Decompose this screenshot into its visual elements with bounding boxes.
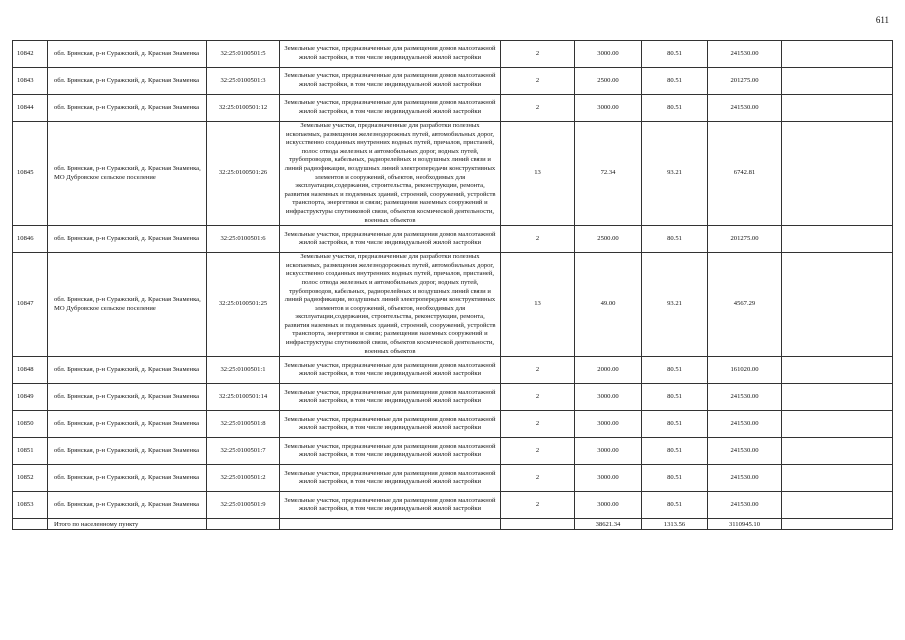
group-cell: 2 <box>501 492 575 519</box>
cadastral-number-cell: 32:25:0100501:9 <box>207 492 280 519</box>
group-cell: 2 <box>501 357 575 384</box>
land-use-cell: Земельные участки, предназначенные для размещения домов малоэтажной жилой застройки, в том числе индивидуальной жилой застройки <box>280 95 501 122</box>
page-number: 611 <box>875 15 889 25</box>
empty-cell <box>782 253 893 357</box>
group-cell: 2 <box>501 226 575 253</box>
row-number: 10842 <box>13 41 48 68</box>
land-use-cell: Земельные участки, предназначенные для размещения домов малоэтажной жилой застройки, в том числе индивидуальной жилой застройки <box>280 438 501 465</box>
row-number: 10843 <box>13 68 48 95</box>
value-cell: 241530.00 <box>708 465 782 492</box>
cadastral-number-cell: 32:25:0100501:5 <box>207 41 280 68</box>
row-number: 10853 <box>13 492 48 519</box>
group-cell: 2 <box>501 438 575 465</box>
land-use-cell: Земельные участки, предназначенные для размещения домов малоэтажной жилой застройки, в том числе индивидуальной жилой застройки <box>280 465 501 492</box>
empty-cell <box>13 519 48 530</box>
group-cell: 2 <box>501 41 575 68</box>
group-cell: 2 <box>501 465 575 492</box>
table-row <box>13 411 893 438</box>
total-rate: 1313.56 <box>642 519 708 530</box>
cadastral-number-cell: 32:25:0100501:6 <box>207 226 280 253</box>
row-number: 10848 <box>13 357 48 384</box>
table-row <box>13 492 893 519</box>
cadastral-number-cell: 32:25:0100501:25 <box>207 253 280 357</box>
cadastral-number-cell: 32:25:0100501:3 <box>207 68 280 95</box>
address-cell: обл. Брянская, р-н Суражский, д. Красная Знаменка <box>48 226 207 253</box>
empty-cell <box>782 122 893 226</box>
empty-cell <box>782 519 893 530</box>
cadastral-number-cell: 32:25:0100501:8 <box>207 411 280 438</box>
table-row <box>13 438 893 465</box>
group-cell: 2 <box>501 411 575 438</box>
area-cell: 49.00 <box>575 253 642 357</box>
row-number: 10849 <box>13 384 48 411</box>
value-cell: 241530.00 <box>708 384 782 411</box>
cadastral-table <box>12 40 893 530</box>
address-cell: обл. Брянская, р-н Суражский, д. Красная Знаменка <box>48 411 207 438</box>
total-value: 3110945.10 <box>708 519 782 530</box>
value-cell: 6742.81 <box>708 122 782 226</box>
rate-cell: 80.51 <box>642 438 708 465</box>
table-row <box>13 41 893 68</box>
cadastral-number-cell: 32:25:0100501:1 <box>207 357 280 384</box>
row-number: 10844 <box>13 95 48 122</box>
value-cell: 201275.00 <box>708 68 782 95</box>
empty-cell <box>207 519 280 530</box>
land-use-cell: Земельные участки, предназначенные для размещения домов малоэтажной жилой застройки, в том числе индивидуальной жилой застройки <box>280 41 501 68</box>
area-cell: 2000.00 <box>575 357 642 384</box>
group-cell: 13 <box>501 253 575 357</box>
table-row <box>13 357 893 384</box>
value-cell: 4567.29 <box>708 253 782 357</box>
value-cell: 241530.00 <box>708 492 782 519</box>
address-cell: обл. Брянская, р-н Суражский, д. Красная Знаменка <box>48 492 207 519</box>
value-cell: 241530.00 <box>708 41 782 68</box>
area-cell: 3000.00 <box>575 465 642 492</box>
address-cell: обл. Брянская, р-н Суражский, д. Красная Знаменка <box>48 95 207 122</box>
area-cell: 3000.00 <box>575 411 642 438</box>
rate-cell: 80.51 <box>642 465 708 492</box>
land-use-cell: Земельные участки, предназначенные для размещения домов малоэтажной жилой застройки, в том числе индивидуальной жилой застройки <box>280 411 501 438</box>
table-row <box>13 384 893 411</box>
empty-cell <box>782 492 893 519</box>
table-row <box>13 68 893 95</box>
address-cell: обл. Брянская, р-н Суражский, д. Красная Знаменка <box>48 41 207 68</box>
cadastral-number-cell: 32:25:0100501:26 <box>207 122 280 226</box>
rate-cell: 93.21 <box>642 253 708 357</box>
total-row <box>13 519 893 530</box>
land-use-cell: Земельные участки, предназначенные для размещения домов малоэтажной жилой застройки, в том числе индивидуальной жилой застройки <box>280 492 501 519</box>
area-cell: 3000.00 <box>575 492 642 519</box>
area-cell: 3000.00 <box>575 438 642 465</box>
value-cell: 241530.00 <box>708 411 782 438</box>
cadastral-number-cell: 32:25:0100501:7 <box>207 438 280 465</box>
group-cell: 2 <box>501 384 575 411</box>
rate-cell: 80.51 <box>642 411 708 438</box>
area-cell: 3000.00 <box>575 384 642 411</box>
empty-cell <box>782 357 893 384</box>
group-cell: 2 <box>501 68 575 95</box>
group-cell: 2 <box>501 95 575 122</box>
value-cell: 201275.00 <box>708 226 782 253</box>
address-cell: обл. Брянская, р-н Суражский, д. Красная Знаменка, МО Дубровское сельское поселение <box>48 253 207 357</box>
group-cell: 13 <box>501 122 575 226</box>
empty-cell <box>782 95 893 122</box>
rate-cell: 80.51 <box>642 357 708 384</box>
rate-cell: 93.21 <box>642 122 708 226</box>
table-row <box>13 226 893 253</box>
land-use-cell: Земельные участки, предназначенные для размещения домов малоэтажной жилой застройки, в том числе индивидуальной жилой застройки <box>280 357 501 384</box>
cadastral-number-cell: 32:25:0100501:2 <box>207 465 280 492</box>
table-body <box>13 41 893 530</box>
row-number: 10847 <box>13 253 48 357</box>
row-number: 10846 <box>13 226 48 253</box>
empty-cell <box>782 68 893 95</box>
empty-cell <box>782 384 893 411</box>
table-row <box>13 253 893 357</box>
row-number: 10852 <box>13 465 48 492</box>
total-area: 38621.34 <box>575 519 642 530</box>
rate-cell: 80.51 <box>642 226 708 253</box>
empty-cell <box>782 438 893 465</box>
empty-cell <box>782 411 893 438</box>
empty-cell <box>782 41 893 68</box>
land-use-cell: Земельные участки, предназначенные для размещения домов малоэтажной жилой застройки, в том числе индивидуальной жилой застройки <box>280 384 501 411</box>
rate-cell: 80.51 <box>642 68 708 95</box>
table-row <box>13 95 893 122</box>
value-cell: 161020.00 <box>708 357 782 384</box>
area-cell: 2500.00 <box>575 68 642 95</box>
land-use-cell: Земельные участки, предназначенные для разработки полезных ископаемых, размещения железнодорожных путей, автомобильных дорог, искусственно созданных внутренних водных путей, причалов, пристаней, полос отвода железных и автомобильных дорог, водных путей, трубопроводов, кабельных, радиорелейных и воздушных линий связи и линий радиофикации, воздушных линий электропередачи конструктивных элементов и сооружений, объектов, необходимых для эксплуатации,содержания, строительства, реконструкции, ремонта, развития наземных и подземных зданий, строений, сооружений, устройств транспорта, энергетики и связи; размещения наземных сооружений и инфраструктуры спутниковой связи, объектов космической деятельности, военных объектов <box>280 122 501 226</box>
empty-cell <box>280 519 501 530</box>
address-cell: обл. Брянская, р-н Суражский, д. Красная Знаменка <box>48 384 207 411</box>
empty-cell <box>782 226 893 253</box>
address-cell: обл. Брянская, р-н Суражский, д. Красная Знаменка <box>48 438 207 465</box>
area-cell: 72.34 <box>575 122 642 226</box>
value-cell: 241530.00 <box>708 95 782 122</box>
table-row <box>13 122 893 226</box>
land-use-cell: Земельные участки, предназначенные для размещения домов малоэтажной жилой застройки, в том числе индивидуальной жилой застройки <box>280 68 501 95</box>
rate-cell: 80.51 <box>642 95 708 122</box>
empty-cell <box>501 519 575 530</box>
value-cell: 241530.00 <box>708 438 782 465</box>
row-number: 10851 <box>13 438 48 465</box>
area-cell: 2500.00 <box>575 226 642 253</box>
rate-cell: 80.51 <box>642 41 708 68</box>
address-cell: обл. Брянская, р-н Суражский, д. Красная Знаменка <box>48 465 207 492</box>
land-use-cell: Земельные участки, предназначенные для разработки полезных ископаемых, размещения железнодорожных путей, автомобильных дорог, искусственно созданных внутренних водных путей, причалов, пристаней, полос отвода железных и автомобильных дорог, водных путей, трубопроводов, кабельных, радиорелейных и воздушных линий связи и линий радиофикации, воздушных линий электропередачи конструктивных элементов и сооружений, объектов, необходимых для эксплуатации,содержания, строительства, реконструкции, ремонта, развития наземных и подземных зданий, строений, сооружений, устройств транспорта, энергетики и связи; размещения наземных сооружений и инфраструктуры спутниковой связи, объектов космической деятельности, военных объектов <box>280 253 501 357</box>
area-cell: 3000.00 <box>575 41 642 68</box>
address-cell: обл. Брянская, р-н Суражский, д. Красная Знаменка <box>48 68 207 95</box>
cadastral-number-cell: 32:25:0100501:14 <box>207 384 280 411</box>
land-use-cell: Земельные участки, предназначенные для размещения домов малоэтажной жилой застройки, в том числе индивидуальной жилой застройки <box>280 226 501 253</box>
rate-cell: 80.51 <box>642 492 708 519</box>
rate-cell: 80.51 <box>642 384 708 411</box>
empty-cell <box>782 465 893 492</box>
area-cell: 3000.00 <box>575 95 642 122</box>
table-row <box>13 465 893 492</box>
total-label: Итого по населенному пункту <box>48 519 207 530</box>
row-number: 10850 <box>13 411 48 438</box>
address-cell: обл. Брянская, р-н Суражский, д. Красная Знаменка <box>48 357 207 384</box>
address-cell: обл. Брянская, р-н Суражский, д. Красная Знаменка, МО Дубровское сельское поселение <box>48 122 207 226</box>
cadastral-number-cell: 32:25:0100501:12 <box>207 95 280 122</box>
row-number: 10845 <box>13 122 48 226</box>
